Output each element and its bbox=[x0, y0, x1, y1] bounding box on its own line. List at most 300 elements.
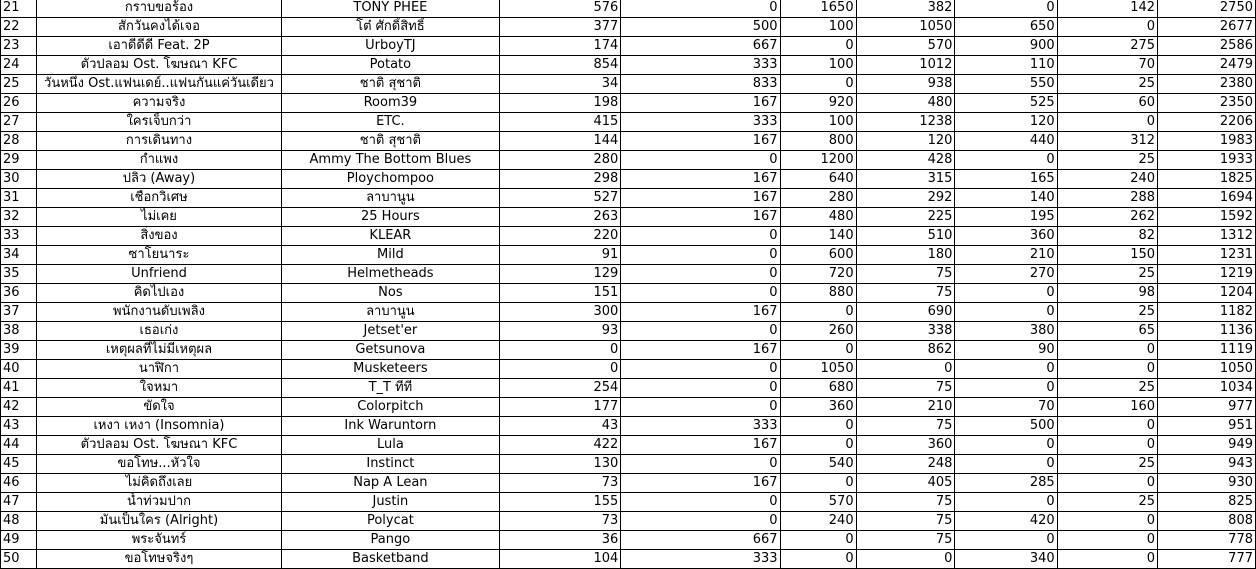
score-col-5-cell[interactable]: 500 bbox=[955, 417, 1057, 436]
total-score-cell[interactable]: 2380 bbox=[1158, 75, 1256, 94]
score-col-4-cell[interactable]: 1012 bbox=[856, 56, 955, 75]
score-col-6-cell[interactable]: 262 bbox=[1057, 208, 1157, 227]
score-col-2-cell[interactable]: 0 bbox=[621, 512, 780, 531]
score-col-2-cell[interactable]: 167 bbox=[621, 341, 780, 360]
score-col-6-cell[interactable]: 82 bbox=[1057, 227, 1157, 246]
score-col-5-cell[interactable]: 340 bbox=[955, 550, 1057, 569]
score-col-2-cell[interactable]: 333 bbox=[621, 550, 780, 569]
total-score-cell[interactable]: 1312 bbox=[1158, 227, 1256, 246]
total-score-cell[interactable]: 2350 bbox=[1158, 94, 1256, 113]
artist-cell[interactable]: Instinct bbox=[281, 455, 499, 474]
score-col-6-cell[interactable]: 0 bbox=[1057, 18, 1157, 37]
score-col-1-cell[interactable]: 422 bbox=[500, 436, 621, 455]
score-col-5-cell[interactable]: 120 bbox=[955, 113, 1057, 132]
artist-cell[interactable]: ชาติ สุชาติ bbox=[281, 75, 499, 94]
rank-cell[interactable]: 37 bbox=[1, 303, 37, 322]
score-col-6-cell[interactable]: 0 bbox=[1057, 474, 1157, 493]
score-col-5-cell[interactable]: 70 bbox=[955, 398, 1057, 417]
artist-cell[interactable]: ลาบานูน bbox=[281, 303, 499, 322]
score-col-6-cell[interactable]: 288 bbox=[1057, 189, 1157, 208]
score-col-2-cell[interactable]: 167 bbox=[621, 170, 780, 189]
score-col-4-cell[interactable]: 75 bbox=[856, 493, 955, 512]
score-col-6-cell[interactable]: 25 bbox=[1057, 303, 1157, 322]
score-col-4-cell[interactable]: 225 bbox=[856, 208, 955, 227]
score-col-2-cell[interactable]: 0 bbox=[621, 455, 780, 474]
score-col-6-cell[interactable]: 275 bbox=[1057, 37, 1157, 56]
score-col-5-cell[interactable]: 90 bbox=[955, 341, 1057, 360]
score-col-6-cell[interactable]: 0 bbox=[1057, 113, 1157, 132]
score-col-1-cell[interactable]: 177 bbox=[500, 398, 621, 417]
rank-cell[interactable]: 50 bbox=[1, 550, 37, 569]
rank-cell[interactable]: 44 bbox=[1, 436, 37, 455]
song-title-cell[interactable]: ตัวปลอม Ost. โฆษณา KFC bbox=[37, 436, 282, 455]
score-col-3-cell[interactable]: 880 bbox=[780, 284, 856, 303]
score-col-2-cell[interactable]: 333 bbox=[621, 417, 780, 436]
score-col-5-cell[interactable]: 0 bbox=[955, 531, 1057, 550]
score-col-4-cell[interactable]: 862 bbox=[856, 341, 955, 360]
song-title-cell[interactable]: ปลิว (Away) bbox=[37, 170, 282, 189]
artist-cell[interactable]: Getsunova bbox=[281, 341, 499, 360]
total-score-cell[interactable]: 1694 bbox=[1158, 189, 1256, 208]
artist-cell[interactable]: ชาติ สุชาติ bbox=[281, 132, 499, 151]
total-score-cell[interactable]: 930 bbox=[1158, 474, 1256, 493]
score-col-3-cell[interactable]: 0 bbox=[780, 75, 856, 94]
score-col-6-cell[interactable]: 98 bbox=[1057, 284, 1157, 303]
score-col-6-cell[interactable]: 25 bbox=[1057, 455, 1157, 474]
score-col-4-cell[interactable]: 0 bbox=[856, 550, 955, 569]
song-title-cell[interactable]: การเดินทาง bbox=[37, 132, 282, 151]
score-col-4-cell[interactable]: 480 bbox=[856, 94, 955, 113]
rank-cell[interactable]: 23 bbox=[1, 37, 37, 56]
score-col-3-cell[interactable]: 720 bbox=[780, 265, 856, 284]
artist-cell[interactable]: ETC. bbox=[281, 113, 499, 132]
total-score-cell[interactable]: 1231 bbox=[1158, 246, 1256, 265]
song-title-cell[interactable]: Unfriend bbox=[37, 265, 282, 284]
score-col-6-cell[interactable]: 25 bbox=[1057, 493, 1157, 512]
score-col-1-cell[interactable]: 104 bbox=[500, 550, 621, 569]
artist-cell[interactable]: TONY PHEE bbox=[281, 0, 499, 18]
score-col-1-cell[interactable]: 198 bbox=[500, 94, 621, 113]
rank-cell[interactable]: 26 bbox=[1, 94, 37, 113]
total-score-cell[interactable]: 977 bbox=[1158, 398, 1256, 417]
score-col-1-cell[interactable]: 0 bbox=[500, 360, 621, 379]
artist-cell[interactable]: Ammy The Bottom Blues bbox=[281, 151, 499, 170]
score-col-6-cell[interactable]: 25 bbox=[1057, 75, 1157, 94]
artist-cell[interactable]: ลาบานูน bbox=[281, 189, 499, 208]
total-score-cell[interactable]: 1119 bbox=[1158, 341, 1256, 360]
song-title-cell[interactable]: เอาดีดีดี Feat. 2P bbox=[37, 37, 282, 56]
artist-cell[interactable]: Basketband bbox=[281, 550, 499, 569]
rank-cell[interactable]: 49 bbox=[1, 531, 37, 550]
score-col-2-cell[interactable]: 0 bbox=[621, 0, 780, 18]
score-col-3-cell[interactable]: 480 bbox=[780, 208, 856, 227]
score-col-5-cell[interactable]: 140 bbox=[955, 189, 1057, 208]
score-col-5-cell[interactable]: 0 bbox=[955, 455, 1057, 474]
score-col-3-cell[interactable]: 0 bbox=[780, 417, 856, 436]
score-col-2-cell[interactable]: 167 bbox=[621, 189, 780, 208]
score-col-3-cell[interactable]: 1200 bbox=[780, 151, 856, 170]
score-col-3-cell[interactable]: 1050 bbox=[780, 360, 856, 379]
score-col-6-cell[interactable]: 0 bbox=[1057, 436, 1157, 455]
rank-cell[interactable]: 22 bbox=[1, 18, 37, 37]
total-score-cell[interactable]: 2206 bbox=[1158, 113, 1256, 132]
song-title-cell[interactable]: ไม่เคย bbox=[37, 208, 282, 227]
score-col-1-cell[interactable]: 415 bbox=[500, 113, 621, 132]
score-col-5-cell[interactable]: 0 bbox=[955, 360, 1057, 379]
score-col-3-cell[interactable]: 280 bbox=[780, 189, 856, 208]
score-col-3-cell[interactable]: 640 bbox=[780, 170, 856, 189]
score-col-4-cell[interactable]: 75 bbox=[856, 512, 955, 531]
score-col-4-cell[interactable]: 210 bbox=[856, 398, 955, 417]
score-col-2-cell[interactable]: 0 bbox=[621, 322, 780, 341]
score-col-5-cell[interactable]: 165 bbox=[955, 170, 1057, 189]
score-col-3-cell[interactable]: 680 bbox=[780, 379, 856, 398]
score-col-4-cell[interactable]: 0 bbox=[856, 360, 955, 379]
rank-cell[interactable]: 24 bbox=[1, 56, 37, 75]
score-col-2-cell[interactable]: 0 bbox=[621, 284, 780, 303]
artist-cell[interactable]: โต๋ ศักดิ์สิทธิ์ bbox=[281, 18, 499, 37]
score-col-1-cell[interactable]: 254 bbox=[500, 379, 621, 398]
score-col-5-cell[interactable]: 550 bbox=[955, 75, 1057, 94]
score-col-4-cell[interactable]: 338 bbox=[856, 322, 955, 341]
score-col-3-cell[interactable]: 0 bbox=[780, 303, 856, 322]
artist-cell[interactable]: Ink Waruntorn bbox=[281, 417, 499, 436]
score-col-1-cell[interactable]: 263 bbox=[500, 208, 621, 227]
score-col-5-cell[interactable]: 900 bbox=[955, 37, 1057, 56]
score-col-2-cell[interactable]: 167 bbox=[621, 208, 780, 227]
total-score-cell[interactable]: 949 bbox=[1158, 436, 1256, 455]
rank-cell[interactable]: 45 bbox=[1, 455, 37, 474]
score-col-1-cell[interactable]: 220 bbox=[500, 227, 621, 246]
rank-cell[interactable]: 47 bbox=[1, 493, 37, 512]
score-col-1-cell[interactable]: 93 bbox=[500, 322, 621, 341]
score-col-5-cell[interactable]: 110 bbox=[955, 56, 1057, 75]
rank-cell[interactable]: 42 bbox=[1, 398, 37, 417]
rank-cell[interactable]: 31 bbox=[1, 189, 37, 208]
score-col-1-cell[interactable]: 129 bbox=[500, 265, 621, 284]
song-title-cell[interactable]: นาฬิกา bbox=[37, 360, 282, 379]
artist-cell[interactable]: Justin bbox=[281, 493, 499, 512]
total-score-cell[interactable]: 1136 bbox=[1158, 322, 1256, 341]
score-col-3-cell[interactable]: 0 bbox=[780, 436, 856, 455]
artist-cell[interactable]: 25 Hours bbox=[281, 208, 499, 227]
score-col-3-cell[interactable]: 140 bbox=[780, 227, 856, 246]
artist-cell[interactable]: Mild bbox=[281, 246, 499, 265]
score-col-1-cell[interactable]: 280 bbox=[500, 151, 621, 170]
score-col-6-cell[interactable]: 0 bbox=[1057, 417, 1157, 436]
score-col-4-cell[interactable]: 315 bbox=[856, 170, 955, 189]
rank-cell[interactable]: 35 bbox=[1, 265, 37, 284]
artist-cell[interactable]: T_T ทีที bbox=[281, 379, 499, 398]
rank-cell[interactable]: 41 bbox=[1, 379, 37, 398]
song-title-cell[interactable]: น้ำท่วมปาก bbox=[37, 493, 282, 512]
score-col-4-cell[interactable]: 292 bbox=[856, 189, 955, 208]
rank-cell[interactable]: 39 bbox=[1, 341, 37, 360]
rank-cell[interactable]: 30 bbox=[1, 170, 37, 189]
total-score-cell[interactable]: 777 bbox=[1158, 550, 1256, 569]
score-col-5-cell[interactable]: 0 bbox=[955, 151, 1057, 170]
total-score-cell[interactable]: 1825 bbox=[1158, 170, 1256, 189]
score-col-2-cell[interactable]: 667 bbox=[621, 531, 780, 550]
song-title-cell[interactable]: สิ่งของ bbox=[37, 227, 282, 246]
score-col-2-cell[interactable]: 0 bbox=[621, 379, 780, 398]
score-col-4-cell[interactable]: 1238 bbox=[856, 113, 955, 132]
song-title-cell[interactable]: พระจันทร์ bbox=[37, 531, 282, 550]
score-col-1-cell[interactable]: 151 bbox=[500, 284, 621, 303]
score-col-2-cell[interactable]: 0 bbox=[621, 246, 780, 265]
score-col-6-cell[interactable]: 25 bbox=[1057, 265, 1157, 284]
artist-cell[interactable]: Pango bbox=[281, 531, 499, 550]
song-title-cell[interactable]: ไม่คิดถึงเลย bbox=[37, 474, 282, 493]
song-title-cell[interactable]: ใครเจ็บกว่า bbox=[37, 113, 282, 132]
score-col-6-cell[interactable]: 25 bbox=[1057, 379, 1157, 398]
score-col-2-cell[interactable]: 0 bbox=[621, 360, 780, 379]
score-col-4-cell[interactable]: 360 bbox=[856, 436, 955, 455]
total-score-cell[interactable]: 1219 bbox=[1158, 265, 1256, 284]
song-title-cell[interactable]: เหงา เหงา (Insomnia) bbox=[37, 417, 282, 436]
score-col-1-cell[interactable]: 73 bbox=[500, 474, 621, 493]
total-score-cell[interactable]: 2586 bbox=[1158, 37, 1256, 56]
score-col-5-cell[interactable]: 650 bbox=[955, 18, 1057, 37]
score-col-2-cell[interactable]: 0 bbox=[621, 265, 780, 284]
rank-cell[interactable]: 25 bbox=[1, 75, 37, 94]
score-col-3-cell[interactable]: 0 bbox=[780, 341, 856, 360]
score-col-5-cell[interactable]: 0 bbox=[955, 284, 1057, 303]
song-title-cell[interactable]: คิดไปเอง bbox=[37, 284, 282, 303]
score-col-4-cell[interactable]: 428 bbox=[856, 151, 955, 170]
score-col-1-cell[interactable]: 0 bbox=[500, 341, 621, 360]
total-score-cell[interactable]: 951 bbox=[1158, 417, 1256, 436]
total-score-cell[interactable]: 1204 bbox=[1158, 284, 1256, 303]
score-col-5-cell[interactable]: 210 bbox=[955, 246, 1057, 265]
score-col-4-cell[interactable]: 570 bbox=[856, 37, 955, 56]
score-col-6-cell[interactable]: 0 bbox=[1057, 341, 1157, 360]
score-col-6-cell[interactable]: 0 bbox=[1057, 360, 1157, 379]
score-col-3-cell[interactable]: 100 bbox=[780, 56, 856, 75]
song-title-cell[interactable]: พนักงานดับเพลิง bbox=[37, 303, 282, 322]
score-col-5-cell[interactable]: 0 bbox=[955, 0, 1057, 18]
score-col-6-cell[interactable]: 142 bbox=[1057, 0, 1157, 18]
score-col-3-cell[interactable]: 260 bbox=[780, 322, 856, 341]
score-col-1-cell[interactable]: 527 bbox=[500, 189, 621, 208]
song-title-cell[interactable]: ตัวปลอม Ost. โฆษณา KFC bbox=[37, 56, 282, 75]
score-col-3-cell[interactable]: 0 bbox=[780, 550, 856, 569]
score-col-3-cell[interactable]: 360 bbox=[780, 398, 856, 417]
score-col-5-cell[interactable]: 420 bbox=[955, 512, 1057, 531]
score-col-2-cell[interactable]: 0 bbox=[621, 227, 780, 246]
total-score-cell[interactable]: 808 bbox=[1158, 512, 1256, 531]
score-col-6-cell[interactable]: 240 bbox=[1057, 170, 1157, 189]
score-col-3-cell[interactable]: 240 bbox=[780, 512, 856, 531]
song-title-cell[interactable]: เธอเก่ง bbox=[37, 322, 282, 341]
score-col-4-cell[interactable]: 75 bbox=[856, 379, 955, 398]
score-col-3-cell[interactable]: 540 bbox=[780, 455, 856, 474]
rank-cell[interactable]: 38 bbox=[1, 322, 37, 341]
score-col-1-cell[interactable]: 73 bbox=[500, 512, 621, 531]
artist-cell[interactable]: Polycat bbox=[281, 512, 499, 531]
score-col-2-cell[interactable]: 167 bbox=[621, 303, 780, 322]
rank-cell[interactable]: 40 bbox=[1, 360, 37, 379]
score-col-6-cell[interactable]: 0 bbox=[1057, 512, 1157, 531]
score-col-2-cell[interactable]: 667 bbox=[621, 37, 780, 56]
score-col-3-cell[interactable]: 600 bbox=[780, 246, 856, 265]
score-col-1-cell[interactable]: 300 bbox=[500, 303, 621, 322]
artist-cell[interactable]: Lula bbox=[281, 436, 499, 455]
score-col-2-cell[interactable]: 167 bbox=[621, 436, 780, 455]
score-col-5-cell[interactable]: 440 bbox=[955, 132, 1057, 151]
score-col-4-cell[interactable]: 938 bbox=[856, 75, 955, 94]
total-score-cell[interactable]: 778 bbox=[1158, 531, 1256, 550]
score-col-4-cell[interactable]: 75 bbox=[856, 417, 955, 436]
artist-cell[interactable]: Musketeers bbox=[281, 360, 499, 379]
rank-cell[interactable]: 33 bbox=[1, 227, 37, 246]
score-col-1-cell[interactable]: 155 bbox=[500, 493, 621, 512]
song-title-cell[interactable]: วันหนึ่ง Ost.แฟนเดย์..แฟนกันแค่วันเดียว bbox=[37, 75, 282, 94]
score-col-1-cell[interactable]: 377 bbox=[500, 18, 621, 37]
score-col-2-cell[interactable]: 167 bbox=[621, 94, 780, 113]
score-col-1-cell[interactable]: 130 bbox=[500, 455, 621, 474]
total-score-cell[interactable]: 2677 bbox=[1158, 18, 1256, 37]
artist-cell[interactable]: Colorpitch bbox=[281, 398, 499, 417]
score-col-5-cell[interactable]: 270 bbox=[955, 265, 1057, 284]
rank-cell[interactable]: 48 bbox=[1, 512, 37, 531]
rank-cell[interactable]: 27 bbox=[1, 113, 37, 132]
artist-cell[interactable]: Potato bbox=[281, 56, 499, 75]
score-col-2-cell[interactable]: 167 bbox=[621, 474, 780, 493]
score-col-5-cell[interactable]: 285 bbox=[955, 474, 1057, 493]
score-col-3-cell[interactable]: 800 bbox=[780, 132, 856, 151]
artist-cell[interactable]: Nos bbox=[281, 284, 499, 303]
score-col-3-cell[interactable]: 0 bbox=[780, 531, 856, 550]
song-title-cell[interactable]: มันเป็นใคร (Alright) bbox=[37, 512, 282, 531]
score-col-1-cell[interactable]: 298 bbox=[500, 170, 621, 189]
total-score-cell[interactable]: 2750 bbox=[1158, 0, 1256, 18]
score-col-6-cell[interactable]: 0 bbox=[1057, 531, 1157, 550]
rank-cell[interactable]: 36 bbox=[1, 284, 37, 303]
score-col-3-cell[interactable]: 570 bbox=[780, 493, 856, 512]
artist-cell[interactable]: KLEAR bbox=[281, 227, 499, 246]
score-col-1-cell[interactable]: 174 bbox=[500, 37, 621, 56]
total-score-cell[interactable]: 1933 bbox=[1158, 151, 1256, 170]
score-col-5-cell[interactable]: 0 bbox=[955, 379, 1057, 398]
total-score-cell[interactable]: 1182 bbox=[1158, 303, 1256, 322]
score-col-3-cell[interactable]: 1650 bbox=[780, 0, 856, 18]
score-col-5-cell[interactable]: 0 bbox=[955, 303, 1057, 322]
score-col-5-cell[interactable]: 195 bbox=[955, 208, 1057, 227]
score-col-1-cell[interactable]: 576 bbox=[500, 0, 621, 18]
score-col-4-cell[interactable]: 75 bbox=[856, 265, 955, 284]
score-col-3-cell[interactable]: 100 bbox=[780, 113, 856, 132]
rank-cell[interactable]: 46 bbox=[1, 474, 37, 493]
score-col-4-cell[interactable]: 120 bbox=[856, 132, 955, 151]
score-col-2-cell[interactable]: 833 bbox=[621, 75, 780, 94]
score-col-4-cell[interactable]: 1050 bbox=[856, 18, 955, 37]
song-title-cell[interactable]: ใจหมา bbox=[37, 379, 282, 398]
total-score-cell[interactable]: 943 bbox=[1158, 455, 1256, 474]
score-col-1-cell[interactable]: 34 bbox=[500, 75, 621, 94]
total-score-cell[interactable]: 1034 bbox=[1158, 379, 1256, 398]
score-col-1-cell[interactable]: 43 bbox=[500, 417, 621, 436]
total-score-cell[interactable]: 1983 bbox=[1158, 132, 1256, 151]
score-col-3-cell[interactable]: 0 bbox=[780, 474, 856, 493]
rank-cell[interactable]: 34 bbox=[1, 246, 37, 265]
score-col-4-cell[interactable]: 510 bbox=[856, 227, 955, 246]
score-col-4-cell[interactable]: 75 bbox=[856, 284, 955, 303]
score-col-6-cell[interactable]: 60 bbox=[1057, 94, 1157, 113]
score-col-4-cell[interactable]: 690 bbox=[856, 303, 955, 322]
score-col-2-cell[interactable]: 333 bbox=[621, 113, 780, 132]
score-col-5-cell[interactable]: 360 bbox=[955, 227, 1057, 246]
score-col-3-cell[interactable]: 100 bbox=[780, 18, 856, 37]
total-score-cell[interactable]: 1050 bbox=[1158, 360, 1256, 379]
score-col-6-cell[interactable]: 160 bbox=[1057, 398, 1157, 417]
rank-cell[interactable]: 28 bbox=[1, 132, 37, 151]
artist-cell[interactable]: Jetset'er bbox=[281, 322, 499, 341]
score-col-6-cell[interactable]: 312 bbox=[1057, 132, 1157, 151]
score-col-5-cell[interactable]: 0 bbox=[955, 493, 1057, 512]
song-title-cell[interactable]: ขอโทษ...หัวใจ bbox=[37, 455, 282, 474]
total-score-cell[interactable]: 825 bbox=[1158, 493, 1256, 512]
score-col-2-cell[interactable]: 500 bbox=[621, 18, 780, 37]
score-col-1-cell[interactable]: 854 bbox=[500, 56, 621, 75]
score-col-5-cell[interactable]: 0 bbox=[955, 436, 1057, 455]
song-title-cell[interactable]: สักวันคงได้เจอ bbox=[37, 18, 282, 37]
score-col-2-cell[interactable]: 0 bbox=[621, 398, 780, 417]
total-score-cell[interactable]: 2479 bbox=[1158, 56, 1256, 75]
song-title-cell[interactable]: กราบขอร้อง bbox=[37, 0, 282, 18]
score-col-3-cell[interactable]: 0 bbox=[780, 37, 856, 56]
total-score-cell[interactable]: 1592 bbox=[1158, 208, 1256, 227]
score-col-6-cell[interactable]: 70 bbox=[1057, 56, 1157, 75]
score-col-5-cell[interactable]: 525 bbox=[955, 94, 1057, 113]
artist-cell[interactable]: Nap A Lean bbox=[281, 474, 499, 493]
score-col-1-cell[interactable]: 144 bbox=[500, 132, 621, 151]
song-title-cell[interactable]: ขอโทษจริงๆ bbox=[37, 550, 282, 569]
score-col-1-cell[interactable]: 36 bbox=[500, 531, 621, 550]
score-col-6-cell[interactable]: 150 bbox=[1057, 246, 1157, 265]
rank-cell[interactable]: 43 bbox=[1, 417, 37, 436]
song-title-cell[interactable]: ขัดใจ bbox=[37, 398, 282, 417]
rank-cell[interactable]: 32 bbox=[1, 208, 37, 227]
score-col-2-cell[interactable]: 0 bbox=[621, 151, 780, 170]
score-col-2-cell[interactable]: 333 bbox=[621, 56, 780, 75]
score-col-4-cell[interactable]: 180 bbox=[856, 246, 955, 265]
score-col-4-cell[interactable]: 75 bbox=[856, 531, 955, 550]
score-col-2-cell[interactable]: 0 bbox=[621, 493, 780, 512]
artist-cell[interactable]: Helmetheads bbox=[281, 265, 499, 284]
rank-cell[interactable]: 29 bbox=[1, 151, 37, 170]
artist-cell[interactable]: Ploychompoo bbox=[281, 170, 499, 189]
score-col-5-cell[interactable]: 380 bbox=[955, 322, 1057, 341]
score-col-4-cell[interactable]: 405 bbox=[856, 474, 955, 493]
song-title-cell[interactable]: เหตุผลที่ไม่มีเหตุผล bbox=[37, 341, 282, 360]
score-col-6-cell[interactable]: 0 bbox=[1057, 550, 1157, 569]
score-col-1-cell[interactable]: 91 bbox=[500, 246, 621, 265]
score-col-4-cell[interactable]: 382 bbox=[856, 0, 955, 18]
artist-cell[interactable]: UrboyTJ bbox=[281, 37, 499, 56]
score-col-3-cell[interactable]: 920 bbox=[780, 94, 856, 113]
score-col-6-cell[interactable]: 65 bbox=[1057, 322, 1157, 341]
score-col-2-cell[interactable]: 167 bbox=[621, 132, 780, 151]
song-title-cell[interactable]: ซาโยนาระ bbox=[37, 246, 282, 265]
score-col-6-cell[interactable]: 25 bbox=[1057, 151, 1157, 170]
song-title-cell[interactable]: ความจริง bbox=[37, 94, 282, 113]
song-title-cell[interactable]: กำแพง bbox=[37, 151, 282, 170]
artist-cell[interactable]: Room39 bbox=[281, 94, 499, 113]
song-title-cell[interactable]: เชือกวิเศษ bbox=[37, 189, 282, 208]
score-col-4-cell[interactable]: 248 bbox=[856, 455, 955, 474]
rank-cell[interactable]: 21 bbox=[1, 0, 37, 18]
